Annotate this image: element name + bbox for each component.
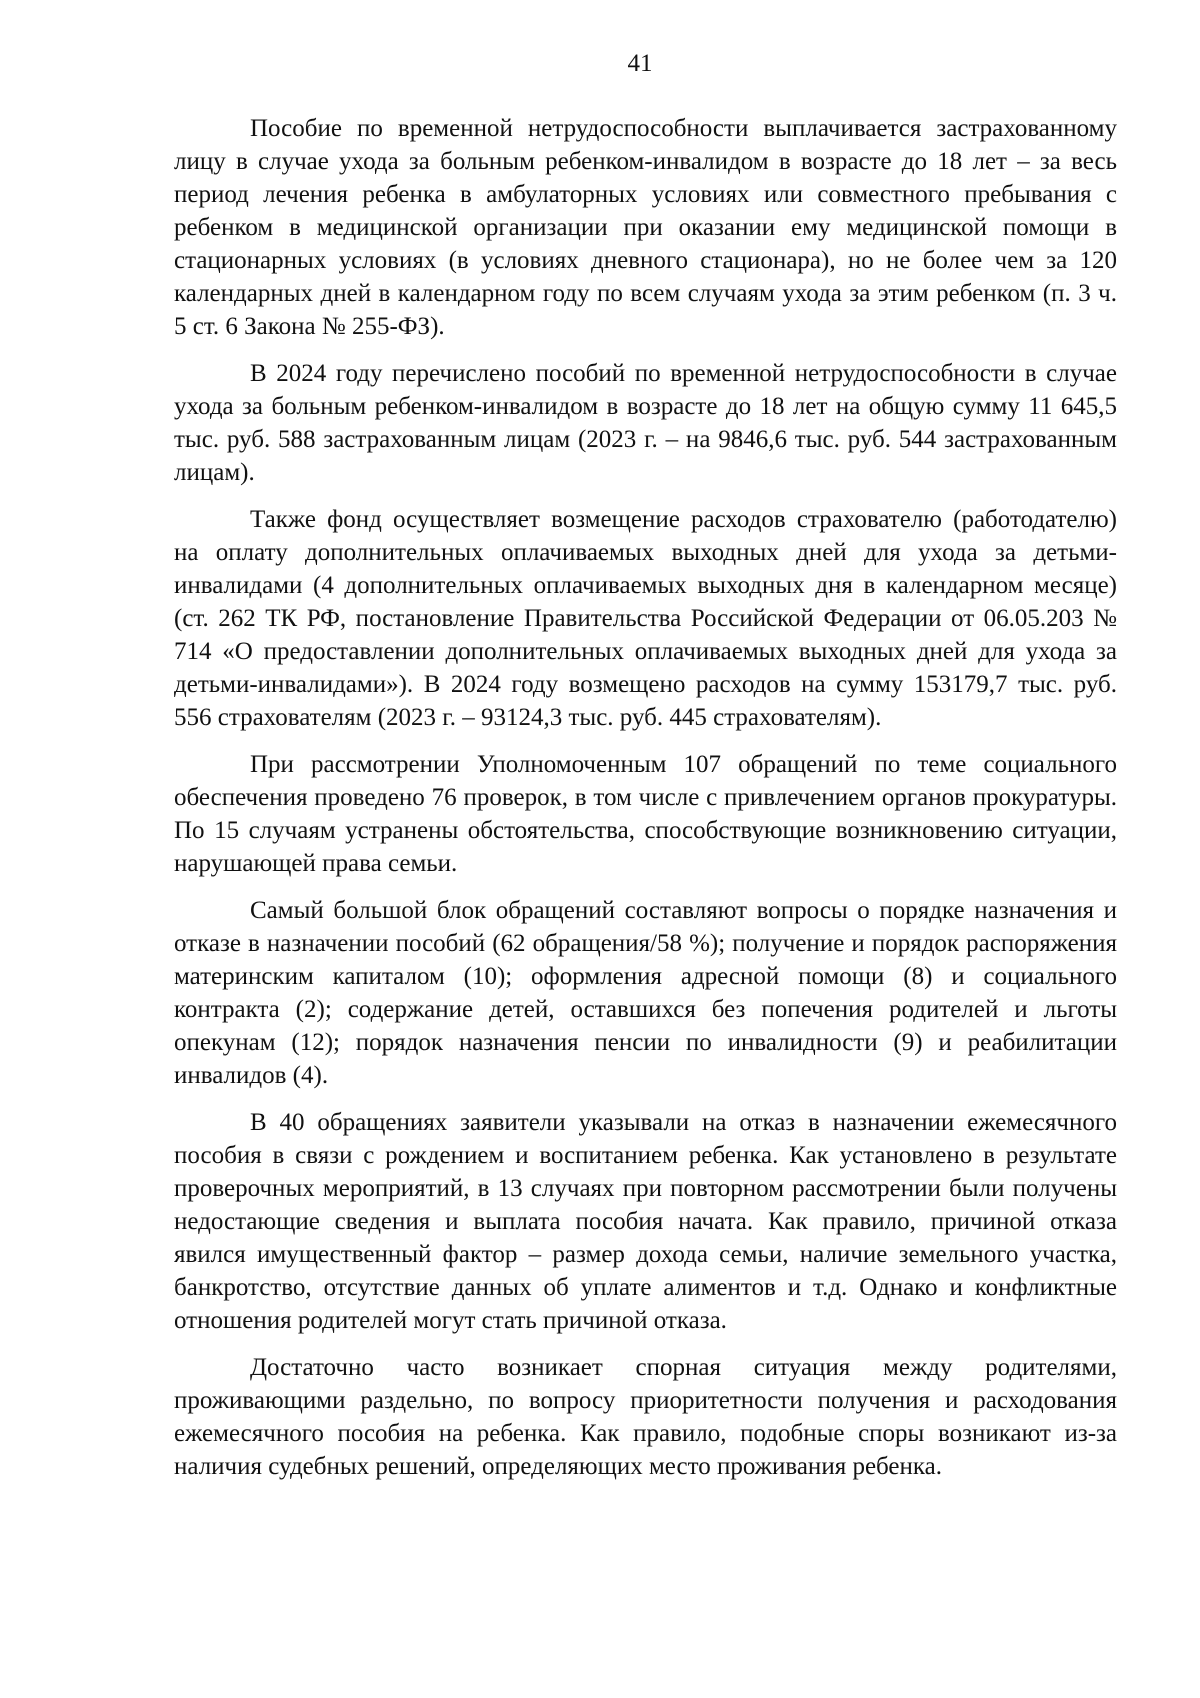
body-text — [174, 112, 1117, 1497]
paragraph-employer-reimbursement: Также фонд осуществляет возмещение расходов страхователю (работодателю) на оплату дополнительных оплачиваемых выходных дней для ухода за детьми-инвалидами (4 дополнительных оплачиваемых выходных дня в календарном месяце) (ст. 262 ТК РФ, постановление Правительства Российской Федерации от 06.05.203 № 714 «О предоставлении дополнительных оплачиваемых выходных дней для ухода за детьми-инвалидами»). В 2024 году возмещено расходов на сумму 153179,7 тыс. руб. 556 страхователям (2023 г. – 93124,3 тыс. руб. 445 страхователям). — [174, 506, 1117, 731]
page-number: 41 — [627, 50, 653, 77]
paragraph-monthly-benefit-refusals: В 40 обращениях заявители указывали на отказ в назначении ежемесячного пособия в связи с рождением и воспитанием ребенка. Как установлено в результате проверочных мероприятий, в 13 случаях при повторном рассмотрении были получены недостающие сведения и выплата пособия начата. Как правило, причиной отказа явился имущественный фактор – размер дохода семьи, наличие земельного участка, банкротство, отсутствие данных об уплате алиментов и т.д. Однако и конфликтные отношения родителей могут стать причиной отказа. — [174, 1109, 1117, 1334]
paragraph-sick-child-benefit: Пособие по временной нетрудоспособности выплачивается застрахованному лицу в случае ухода за больным ребенком-инвалидом в возрасте до 18 лет – за весь период лечения ребенка в амбулаторных условиях или совместного пребывания с ребенком в медицинской организации при оказании ему медицинской помощи в стационарных условиях (в условиях дневного стационара), но не более чем за 120 календарных дней в календарном году по всем случаям ухода за этим ребенком (п. 3 ч. 5 ст. 6 Закона № 255-ФЗ). — [174, 115, 1117, 340]
paragraph-2024-payments: В 2024 году перечислено пособий по временной нетрудоспособности в случае ухода за больным ребенком-инвалидом в возрасте до 18 лет на общую сумму 11 645,5 тыс. руб. 588 застрахованным лицам (2023 г. – на 9846,6 тыс. руб. 544 застрахованным лицам). — [174, 360, 1117, 486]
paragraph-parent-disputes: Достаточно часто возникает спорная ситуация между родителями, проживающими раздельно, по вопросу приоритетности получения и расходования ежемесячного пособия на ребенка. Как правило, подобные споры возникают из-за наличия судебных решений, определяющих место проживания ребенка. — [174, 1354, 1117, 1480]
paragraph-appeal-topics: Самый большой блок обращений составляют вопросы о порядке назначения и отказе в назначении пособий (62 обращения/58 %); получение и порядок распоряжения материнским капиталом (10); оформления адресной помощи (8) и социального контракта (2); содержание детей, оставшихся без попечения родителей и льготы опекунам (12); порядок назначения пенсии по инвалидности (9) и реабилитации инвалидов (4). — [174, 897, 1117, 1089]
paragraph-ombudsman-inspections: При рассмотрении Уполномоченным 107 обращений по теме социального обеспечения проведено 76 проверок, в том числе с привлечением органов прокуратуры. По 15 случаям устранены обстоятельства, способствующие возникновению ситуации, нарушающей права семьи. — [174, 751, 1117, 877]
